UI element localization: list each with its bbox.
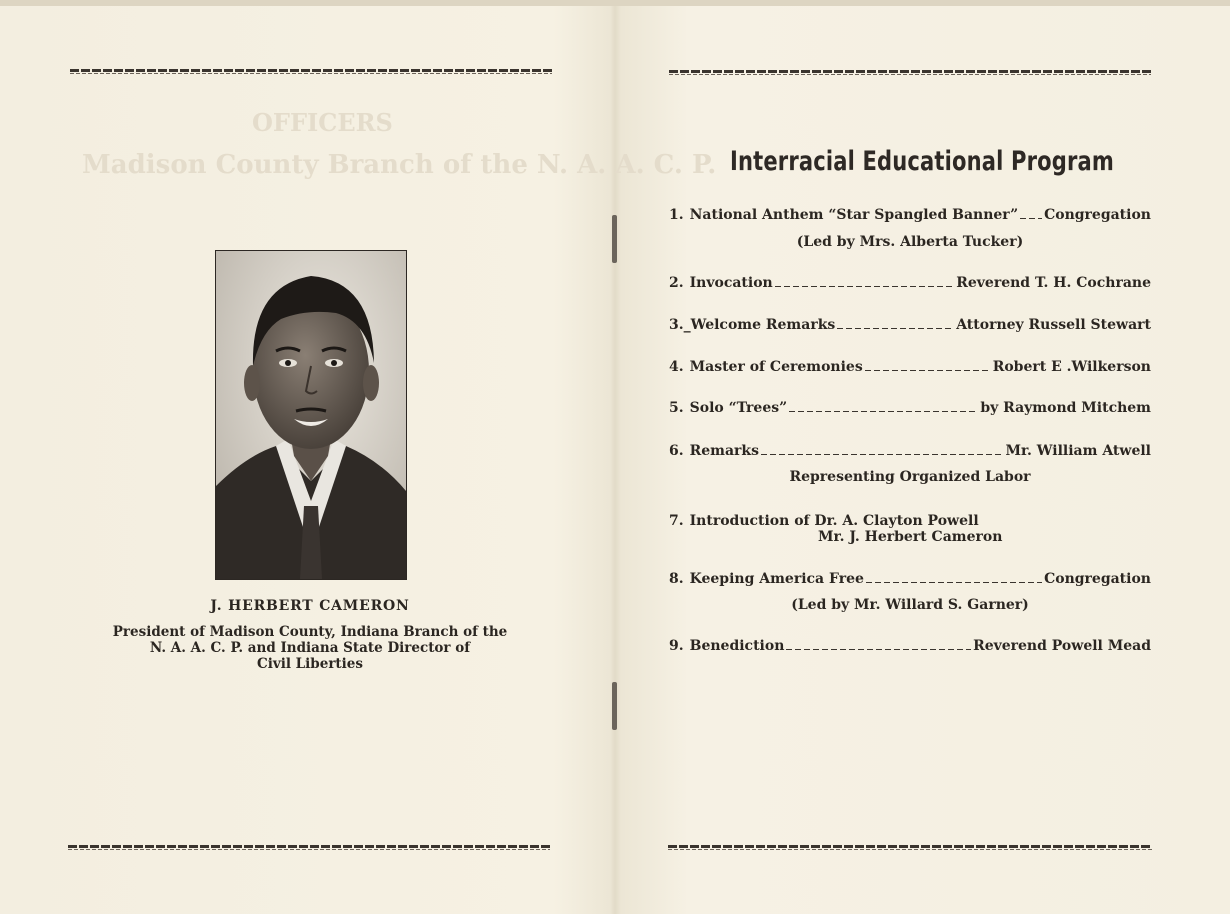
dot-leader bbox=[1020, 218, 1042, 219]
item-number: 4. bbox=[669, 359, 684, 375]
item-title: Master of Ceremonies bbox=[689, 359, 863, 375]
top-rule-right bbox=[669, 70, 1151, 73]
item-title: Keeping America Free bbox=[689, 571, 864, 587]
dot-leader bbox=[775, 286, 955, 287]
photo-caption-line-1: President of Madison County, Indiana Branch of the bbox=[112, 624, 508, 640]
portrait-photo bbox=[215, 250, 407, 580]
program-item-2 bbox=[669, 275, 1151, 293]
dot-leader bbox=[761, 454, 1003, 455]
item-performer: Robert E .Wilkerson bbox=[992, 359, 1151, 375]
dot-leader bbox=[837, 328, 954, 329]
item-performer: by Raymond Mitchem bbox=[980, 400, 1151, 416]
program-item-6 bbox=[669, 443, 1151, 461]
item-performer: Attorney Russell Stewart bbox=[956, 317, 1151, 333]
photo-caption-name: J. HERBERT CAMERON bbox=[210, 598, 410, 614]
program-item-8 bbox=[669, 571, 1151, 589]
item-performer: Congregation bbox=[1044, 571, 1151, 587]
item-number: 7. bbox=[669, 513, 684, 529]
program-item-9 bbox=[669, 638, 1151, 656]
item-performer: Reverend Powell Mead bbox=[973, 638, 1151, 654]
item-title: Welcome Remarks bbox=[690, 317, 836, 333]
item-title: Introduction of Dr. A. Clayton Powell bbox=[689, 513, 979, 529]
item-number: 9. bbox=[669, 638, 684, 654]
dot-leader bbox=[789, 411, 978, 412]
item-number: 3._ bbox=[669, 317, 691, 333]
item-performer: Mr. William Atwell bbox=[1005, 443, 1151, 459]
item-performer: Reverend T. H. Cochrane bbox=[956, 275, 1151, 291]
dot-leader bbox=[866, 582, 1042, 583]
item-1-note: (Led by Mrs. Alberta Tucker) bbox=[796, 234, 1024, 250]
item-number: 5. bbox=[669, 400, 684, 416]
program-title: Interracial Educational Program bbox=[729, 146, 1115, 177]
item-performer: Congregation bbox=[1044, 207, 1151, 223]
bottom-rule-left bbox=[68, 845, 550, 848]
item-title: Solo “Trees” bbox=[689, 400, 788, 416]
program-item-5 bbox=[669, 400, 1151, 418]
item-6-note: Representing Organized Labor bbox=[789, 469, 1031, 485]
item-8-note: (Led by Mr. Willard S. Garner) bbox=[791, 597, 1029, 613]
program-item-3 bbox=[669, 317, 1151, 335]
item-number: 8. bbox=[669, 571, 684, 587]
dot-leader bbox=[786, 649, 971, 650]
item-number: 2. bbox=[669, 275, 684, 291]
item-title: National Anthem “Star Spangled Banner” bbox=[689, 207, 1019, 223]
show-through-heading: OFFICERS bbox=[252, 108, 393, 137]
item-title: Remarks bbox=[689, 443, 760, 459]
program-item-1 bbox=[669, 207, 1151, 225]
item-title: Benediction bbox=[689, 638, 785, 654]
item-7-note: Mr. J. Herbert Cameron bbox=[818, 529, 1003, 545]
portrait-illustration bbox=[216, 251, 406, 579]
show-through-subheading: Madison County Branch of the N. A. A. C. P. bbox=[82, 150, 717, 180]
photo-caption-line-2: N. A. A. C. P. and Indiana State Director of bbox=[149, 640, 471, 656]
item-number: 6. bbox=[669, 443, 684, 459]
right-page bbox=[614, 0, 1230, 914]
top-rule-left bbox=[70, 69, 552, 72]
item-title: Invocation bbox=[689, 275, 773, 291]
photo-caption-line-3: Civil Liberties bbox=[257, 656, 363, 672]
bottom-rule-right bbox=[668, 845, 1152, 848]
program-item-4 bbox=[669, 359, 1151, 377]
dot-leader bbox=[865, 370, 991, 371]
item-number: 1. bbox=[669, 207, 684, 223]
